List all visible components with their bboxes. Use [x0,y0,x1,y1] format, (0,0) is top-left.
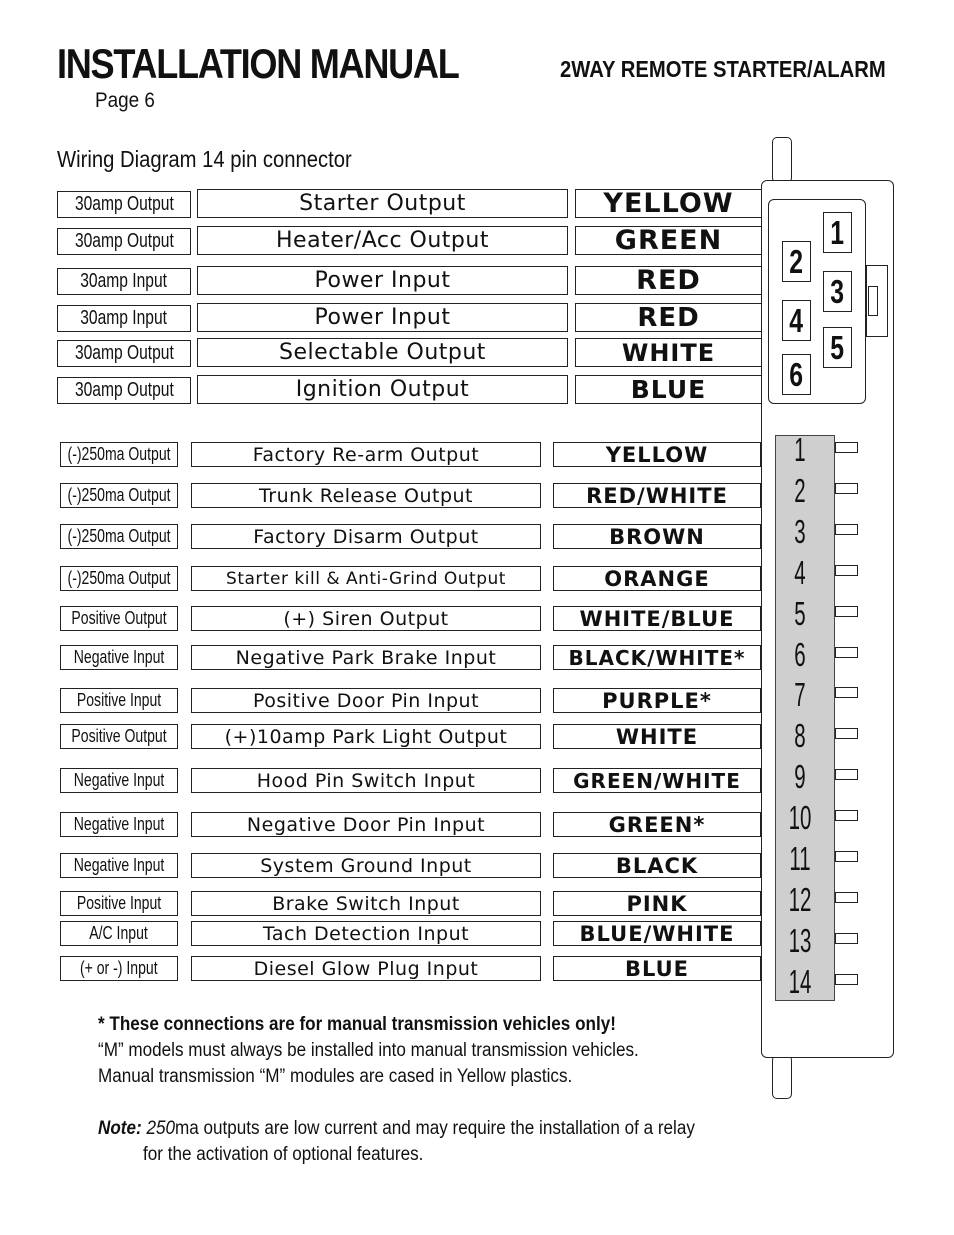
small-row-wire-color: WHITE/BLUE [553,606,761,631]
big-row-type-text: 30amp Input [80,270,168,292]
small-row-wire-color: GREEN* [553,812,761,837]
big-pin-text: 4 [789,301,804,339]
small-pin-number: 4 [794,553,806,591]
small-row-type-text: Positive Output [71,608,167,628]
big-pin [782,300,811,341]
small-pin-tab [835,933,858,944]
connector-bottom-tab [772,1055,792,1099]
small-row-type [60,812,178,837]
connector-latch-inner [868,286,878,316]
small-row-wire-color: BLACK [553,853,761,878]
big-row-type-text: 30amp Output [74,230,174,252]
small-row-type [60,566,178,591]
big-row-function: Starter Output [197,189,568,218]
relay-note [98,1116,695,1142]
small-row-type [60,483,178,508]
small-pin-number: 12 [788,880,812,918]
small-pin-number: 8 [794,717,806,755]
big-row-wire-color: WHITE [575,338,762,367]
manual-line-2: Manual transmission “M” modules are cased in Yellow plastics. [98,1066,573,1087]
small-pin-tab [835,687,858,698]
small-row-function: Factory Re-arm Output [191,442,541,467]
small-pin-tab [835,524,858,535]
small-pin-tab [835,442,858,453]
small-row-wire-color: GREEN/WHITE [553,768,761,793]
big-row-type [57,305,191,332]
big-row-function: Heater/Acc Output [197,226,568,255]
small-row-function: Factory Disarm Output [191,524,541,549]
small-row-wire-color: BLUE [553,956,761,981]
small-row-type-text: Negative Input [73,814,165,834]
small-row-wire-color: PURPLE* [553,688,761,713]
big-pin-text: 3 [830,272,845,310]
big-row-wire-color: YELLOW [575,189,762,218]
small-row-type-text: Positive Input [76,690,162,710]
small-row-function: (+)10amp Park Light Output [191,724,541,749]
big-row-wire-color: RED [575,266,762,295]
small-pin-number: 2 [794,471,806,509]
big-row-type-text: 30amp Output [74,379,174,401]
big-row-function: Ignition Output [197,375,568,404]
big-row-type-text: 30amp Output [74,193,174,215]
small-row-type [60,645,178,670]
small-row-function: Diesel Glow Plug Input [191,956,541,981]
small-row-type-text: (-)250ma Output [67,568,171,588]
big-row-function: Power Input [197,266,568,295]
small-row-type-text: Negative Input [73,647,165,667]
big-row-type [57,191,191,218]
big-pin [782,354,811,395]
small-pin-tab [835,647,858,658]
small-pin-number: 9 [794,758,806,796]
small-row-function: Trunk Release Output [191,483,541,508]
small-row-type-text: (-)250ma Output [67,526,171,546]
big-pin-text: 6 [789,355,804,393]
small-row-function: Brake Switch Input [191,891,541,916]
small-row-type [60,853,178,878]
small-pin-number: 6 [794,635,806,673]
small-pin-tab [835,892,858,903]
small-row-type [60,724,178,749]
small-row-wire-color: WHITE [553,724,761,749]
small-row-type [60,688,178,713]
small-pin-number: 10 [788,799,812,837]
small-row-function: Positive Door Pin Input [191,688,541,713]
small-row-function: (+) Siren Output [191,606,541,631]
small-pin-number: 13 [788,921,812,959]
small-pin-number: 7 [794,676,806,714]
big-row-wire-color: BLUE [575,375,762,404]
small-row-type-text: A/C Input [89,923,149,943]
big-row-type-text: 30amp Output [74,342,174,364]
small-pin-tab [835,851,858,862]
small-pin-tab [835,769,858,780]
big-pin [823,271,852,312]
small-row-type-text: Negative Input [73,770,165,790]
page-number: Page 6 [95,89,155,112]
small-row-type-text: (-)250ma Output [67,444,171,464]
small-row-wire-color: ORANGE [553,566,761,591]
small-row-function: Negative Door Pin Input [191,812,541,837]
small-pin-tab [835,974,858,985]
small-pin-number: 11 [789,840,811,877]
small-row-type-text: (-)250ma Output [67,485,171,505]
big-row-type [57,268,191,295]
big-row-wire-color: RED [575,303,762,332]
big-pin [823,212,852,253]
big-row-type-text: 30amp Input [80,307,168,329]
small-row-type [60,768,178,793]
big-pin-text: 5 [830,328,845,366]
big-pin [782,241,811,282]
small-row-function: Negative Park Brake Input [191,645,541,670]
small-pin-tab [835,565,858,576]
small-row-wire-color: RED/WHITE [553,483,761,508]
small-row-wire-color: YELLOW [553,442,761,467]
small-row-wire-color: BLACK/WHITE* [553,645,761,670]
diagram-title: Wiring Diagram 14 pin connector [57,146,352,172]
small-row-type [60,891,178,916]
small-pin-tab [835,728,858,739]
big-row-function: Selectable Output [197,338,568,367]
small-pin-tab [835,606,858,617]
page-title: INSTALLATION MANUAL [57,40,459,87]
small-pin-number: 14 [788,962,812,1000]
big-row-type [57,340,191,367]
small-row-type [60,442,178,467]
small-pin-number: 5 [794,594,806,632]
small-row-type [60,606,178,631]
small-row-function: Hood Pin Switch Input [191,768,541,793]
small-row-type-text: Positive Output [71,726,167,746]
connector-top-tab [772,137,792,183]
small-row-function: Starter kill & Anti-Grind Output [191,566,541,591]
relay-note-line-2: for the activation of optional features. [143,1144,424,1165]
big-row-wire-color: GREEN [575,226,762,255]
small-pin-tab [835,483,858,494]
small-pin-number: 1 [794,431,806,468]
note-text: ma outputs are low current and may require the installation of a relay [174,1118,695,1139]
small-row-type-text: Negative Input [73,855,165,875]
big-pin [823,327,852,368]
small-row-type-text: (+ or -) Input [80,958,158,978]
small-pin-tab [835,810,858,821]
big-pin-text: 2 [789,242,804,280]
notes [98,1012,695,1168]
manual-line-1: “M” models must always be installed into manual transmission vehicles. [98,1040,639,1061]
note-number: 250 [146,1118,175,1139]
small-row-function: System Ground Input [191,853,541,878]
small-row-wire-color: PINK [553,891,761,916]
small-row-type [60,921,178,946]
small-row-function: Tach Detection Input [191,921,541,946]
note-label: Note: [98,1118,142,1139]
big-row-type [57,377,191,404]
small-row-type [60,956,178,981]
big-row-type [57,228,191,255]
big-row-function: Power Input [197,303,568,332]
small-row-type [60,524,178,549]
product-subtitle: 2WAY REMOTE STARTER/ALARM [560,56,886,82]
small-row-wire-color: BLUE/WHITE [553,921,761,946]
small-row-type-text: Positive Input [76,893,162,913]
small-pin-number: 3 [794,512,806,550]
manual-warning: * These connections are for manual transmission vehicles only! [98,1014,616,1035]
big-pin-text: 1 [830,213,845,251]
small-row-wire-color: BROWN [553,524,761,549]
